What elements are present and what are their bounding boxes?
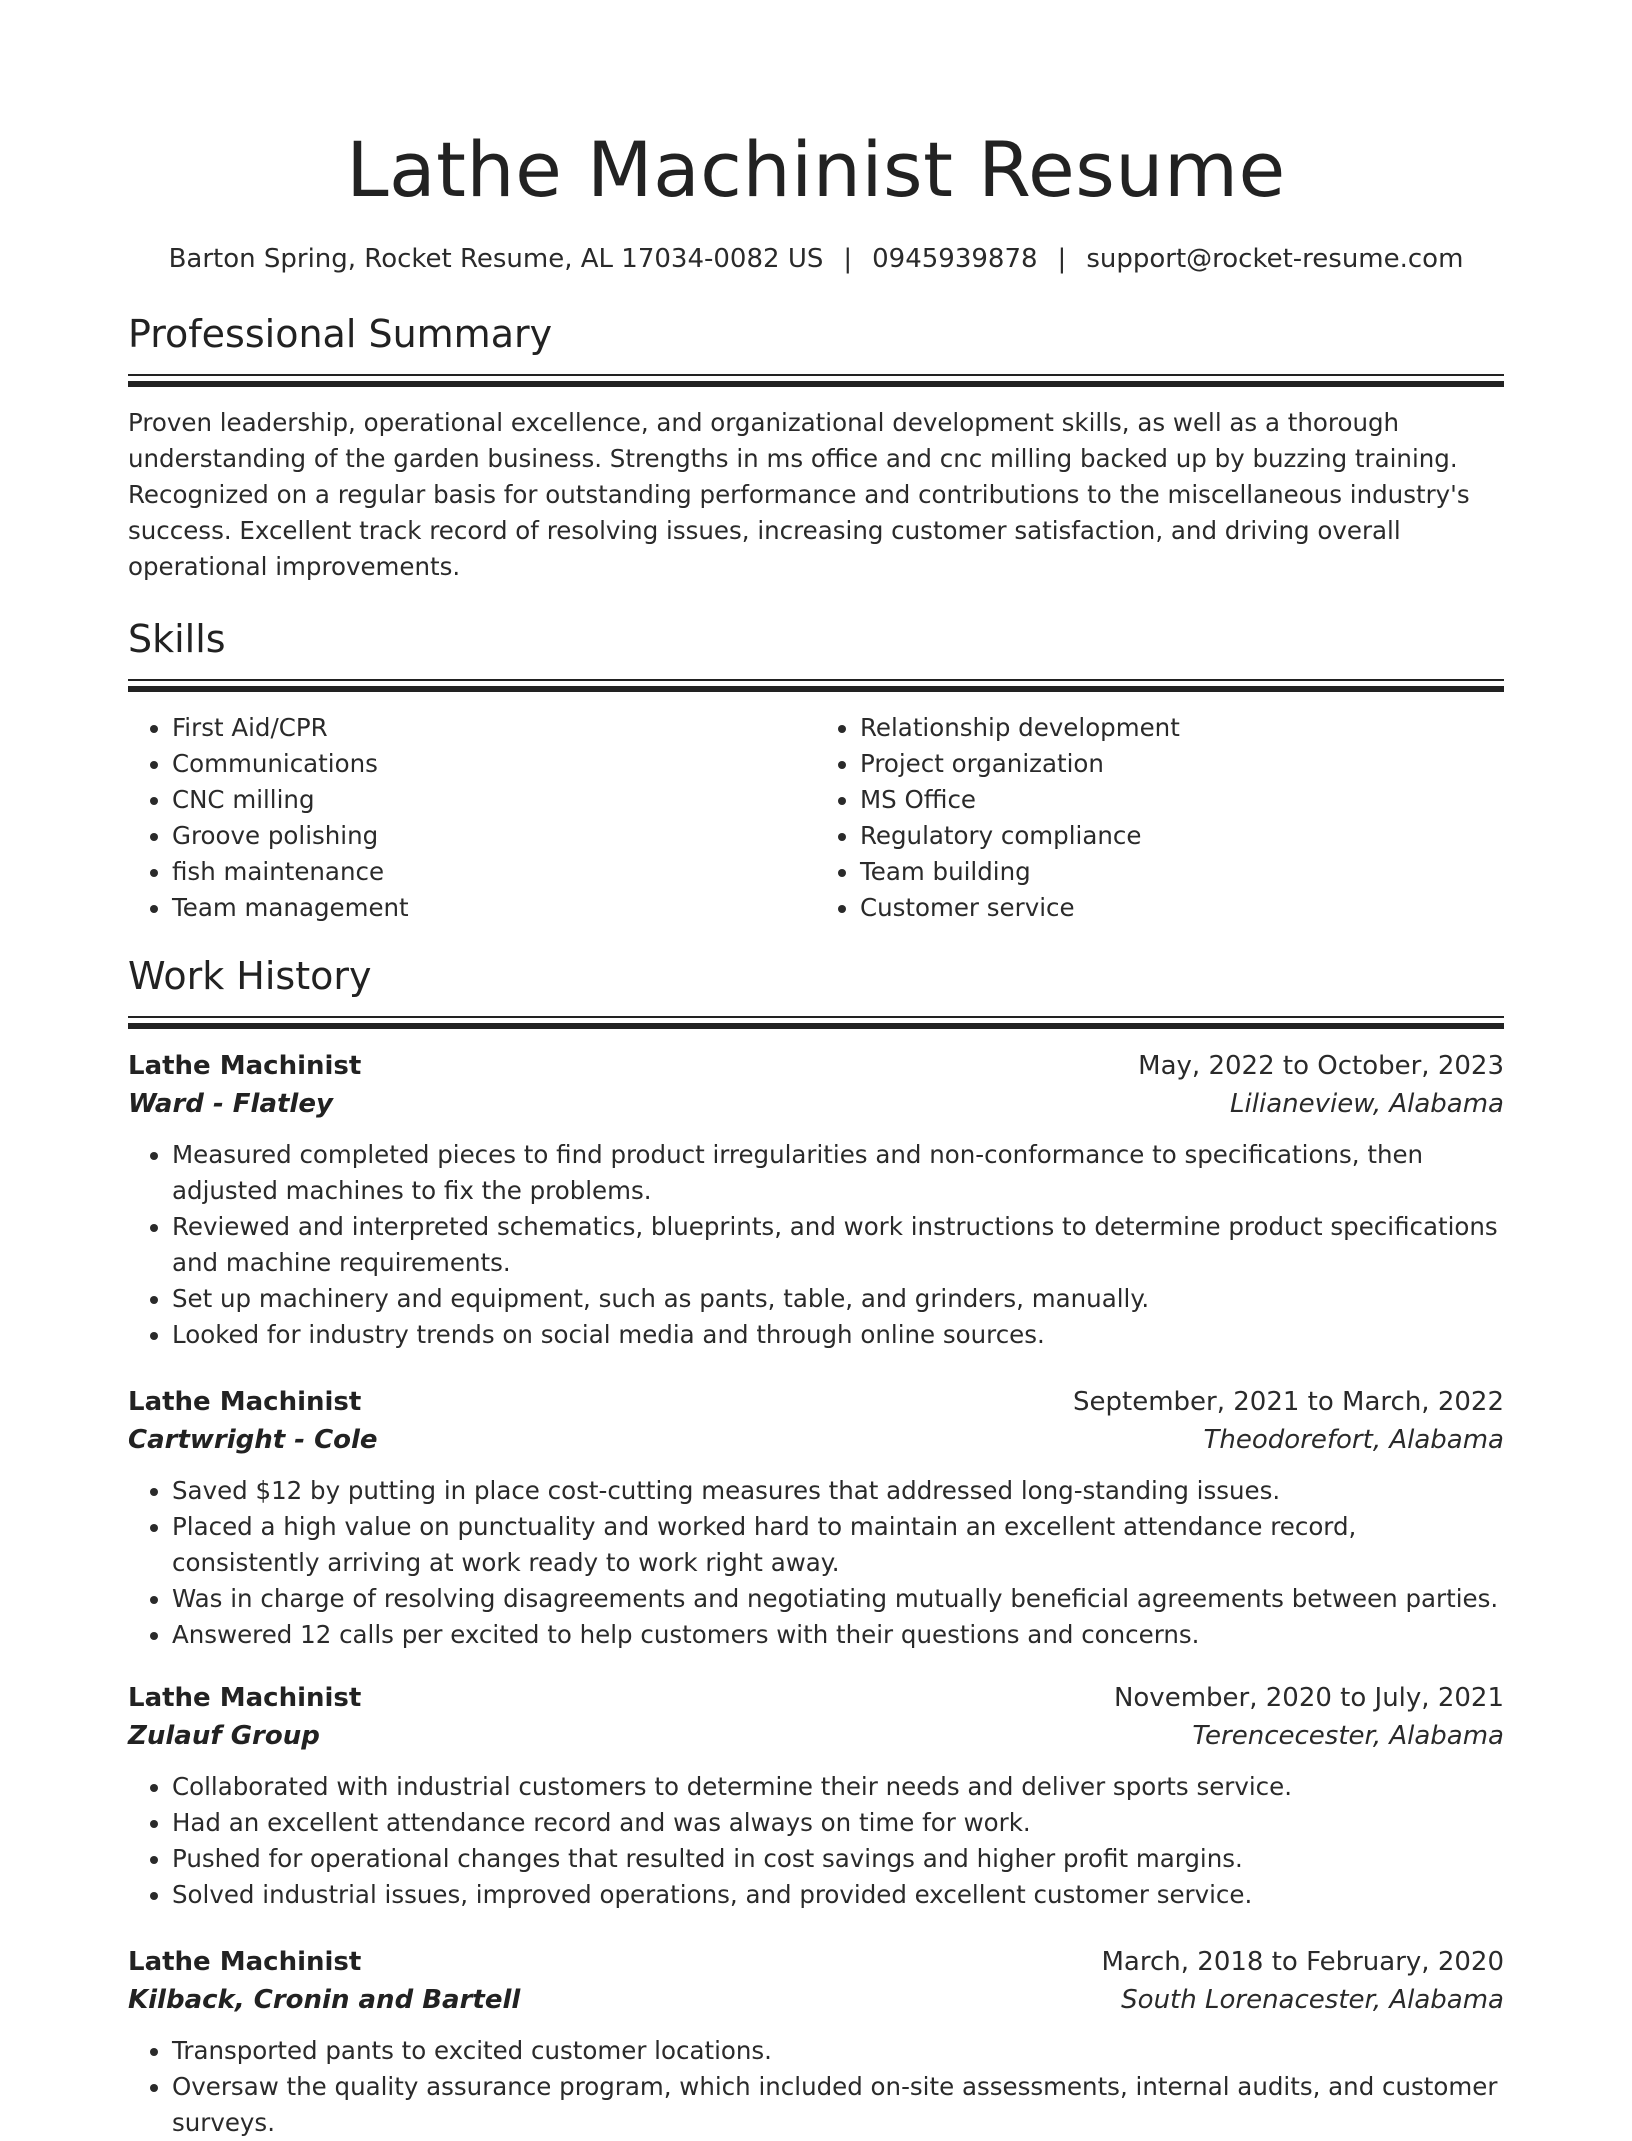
skill-item: • Groove polishing [172, 818, 816, 854]
section-divider [128, 679, 1504, 681]
skill-item: • Team building [860, 854, 1504, 890]
section-divider-thick [128, 686, 1504, 692]
job-entry [128, 1943, 1504, 2141]
skill-item: • Customer service [860, 890, 1504, 926]
job-bullet: • Collaborated with industrial customers to determine their needs and deliver sports service. [172, 1769, 1504, 1805]
job-subheader-row [128, 1085, 1504, 1123]
job-location: Lilianeview, Alabama [1230, 1089, 1504, 1119]
job-bullet: • Placed a high value on punctuality and worked hard to maintain an excellent attendance record, consistently arriving at work ready to work right away. [172, 1509, 1504, 1581]
job-location: South Lorenacester, Alabama [1121, 1985, 1504, 2015]
job-company: Kilback, Cronin and Bartell [128, 1985, 521, 2015]
job-title: Lathe Machinist [128, 1683, 362, 1713]
job-subheader-row [128, 1981, 1504, 2019]
resume-page [128, 0, 1504, 2141]
skills-heading: Skills [128, 617, 226, 661]
skill-item: • fish maintenance [172, 854, 816, 890]
work-history-heading: Work History [128, 954, 372, 998]
job-bullet: • Looked for industry trends on social media and through online sources. [172, 1317, 1504, 1353]
job-bullet: • Was in charge of resolving disagreements and negotiating mutually beneficial agreements between parties. [172, 1581, 1504, 1617]
contact-phone: 0945939878 [872, 244, 1038, 274]
skill-item: • Regulatory compliance [860, 818, 1504, 854]
skill-item: • Relationship development [860, 710, 1504, 746]
job-header-row [128, 1047, 1504, 1085]
skills-column-right [816, 710, 1504, 926]
summary-heading: Professional Summary [128, 312, 553, 356]
job-bullet: • Set up machinery and equipment, such as pants, table, and grinders, manually. [172, 1281, 1504, 1317]
contact-email: support@rocket-resume.com [1086, 244, 1464, 274]
skills-column-left [128, 710, 816, 926]
job-bullet: • Reviewed and interpreted schematics, blueprints, and work instructions to determine product specifications and machine requirements. [172, 1209, 1504, 1281]
skills-list [128, 710, 1504, 926]
job-title: Lathe Machinist [128, 1051, 362, 1081]
job-company: Cartwright - Cole [128, 1425, 378, 1455]
skill-item: • Communications [172, 746, 816, 782]
job-bullet: • Transported pants to excited customer locations. [172, 2033, 1504, 2069]
job-company: Ward - Flatley [128, 1089, 333, 1119]
job-bullet: • Had an excellent attendance record and was always on time for work. [172, 1805, 1504, 1841]
section-divider-thick [128, 1023, 1504, 1029]
job-entry [128, 1047, 1504, 1353]
job-bullets [128, 2033, 1504, 2141]
job-subheader-row [128, 1421, 1504, 1459]
skill-item: • First Aid/CPR [172, 710, 816, 746]
section-divider [128, 374, 1504, 376]
contact-separator: | [1057, 244, 1067, 274]
job-dates: March, 2018 to February, 2020 [1101, 1947, 1504, 1977]
job-bullet: • Answered 12 calls per excited to help customers with their questions and concerns. [172, 1617, 1504, 1653]
job-bullet: • Measured completed pieces to find product irregularities and non-conformance to specifications, then adjusted machines to fix the problems. [172, 1137, 1504, 1209]
job-header-row [128, 1679, 1504, 1717]
summary-section [128, 310, 1504, 585]
skills-section [128, 615, 1504, 926]
job-bullets [128, 1769, 1504, 1913]
skill-item: • MS Office [860, 782, 1504, 818]
job-title: Lathe Machinist [128, 1947, 362, 1977]
skill-item: • CNC milling [172, 782, 816, 818]
skill-item: • Project organization [860, 746, 1504, 782]
job-bullet: • Pushed for operational changes that resulted in cost savings and higher profit margins. [172, 1841, 1504, 1877]
job-title: Lathe Machinist [128, 1387, 362, 1417]
job-header-row [128, 1383, 1504, 1421]
job-entry [128, 1383, 1504, 1653]
resume-title: Lathe Machinist Resume [346, 125, 1286, 214]
job-entry [128, 1679, 1504, 1913]
summary-text: Proven leadership, operational excellence, and organizational development skills, as well as a thorough understanding of the garden business. Strengths in ms office and cnc milling backed up by buzzing training. Recognized on a regular basis for outstanding performance and contributions to the miscellaneous industry's success. Excellent track record of resolving issues, increasing customer satisfaction, and driving overall operational improvements. [128, 408, 1470, 581]
job-dates: November, 2020 to July, 2021 [1113, 1683, 1504, 1713]
job-bullets [128, 1137, 1504, 1353]
contact-separator: | [843, 244, 853, 274]
section-divider-thick [128, 381, 1504, 387]
job-bullets [128, 1473, 1504, 1653]
skill-item: • Team management [172, 890, 816, 926]
job-location: Terencecester, Alabama [1192, 1721, 1504, 1751]
contact-line [128, 242, 1504, 276]
job-bullet: • Oversaw the quality assurance program, which included on-site assessments, internal audits, and customer surveys. [172, 2069, 1504, 2141]
job-dates: May, 2022 to October, 2023 [1138, 1051, 1504, 1081]
contact-address: Barton Spring, Rocket Resume, AL 17034-0082 US [168, 244, 824, 274]
job-company: Zulauf Group [128, 1721, 320, 1751]
job-dates: September, 2021 to March, 2022 [1073, 1387, 1504, 1417]
job-bullet: • Saved $12 by putting in place cost-cutting measures that addressed long-standing issues. [172, 1473, 1504, 1509]
work-history-section [128, 952, 1504, 2141]
job-location: Theodorefort, Alabama [1203, 1425, 1504, 1455]
job-bullet: • Solved industrial issues, improved operations, and provided excellent customer service. [172, 1877, 1504, 1913]
job-header-row [128, 1943, 1504, 1981]
section-divider [128, 1016, 1504, 1018]
job-subheader-row [128, 1717, 1504, 1755]
